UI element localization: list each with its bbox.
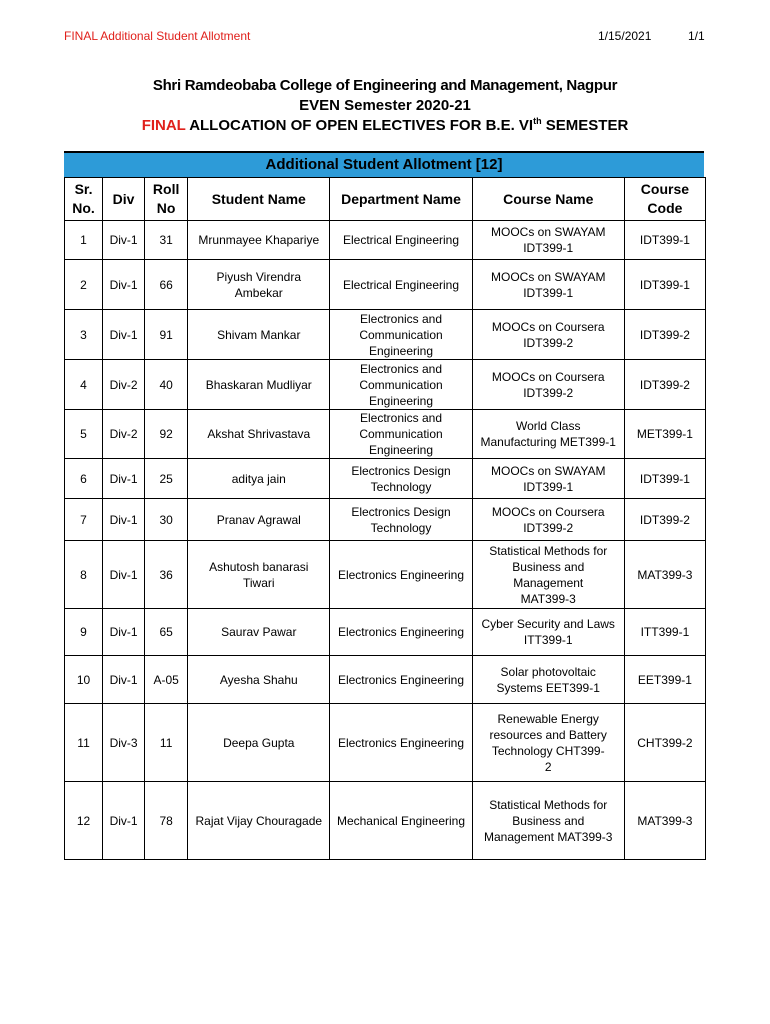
- cell-department: Electronics and Communication Engineering: [330, 360, 472, 410]
- cell-sr-no: 4: [65, 360, 103, 410]
- table-header-row: [65, 178, 706, 221]
- cell-div: Div-2: [103, 360, 145, 410]
- cell-course-code: MAT399-3: [624, 782, 705, 860]
- allocation-suffix: SEMESTER: [541, 117, 629, 134]
- page-number: 1/1: [688, 29, 705, 43]
- cell-department: Electronics Design Technology: [330, 459, 472, 499]
- cell-student-name: Ashutosh banarasi Tiwari: [188, 541, 330, 609]
- table-row: [65, 221, 706, 260]
- cell-department: Electrical Engineering: [330, 221, 472, 260]
- cell-sr-no: 9: [65, 609, 103, 656]
- table-row: [65, 260, 706, 310]
- cell-roll-no: 11: [145, 704, 188, 782]
- cell-student-name: Saurav Pawar: [188, 609, 330, 656]
- allocation-text: ALLOCATION OF OPEN ELECTIVES FOR B.E. VI: [185, 117, 534, 134]
- cell-course-name: MOOCs on SWAYAM IDT399-1: [472, 221, 624, 260]
- cell-sr-no: 11: [65, 704, 103, 782]
- cell-course-name: World Class Manufacturing MET399-1: [472, 410, 624, 459]
- table-row: [65, 541, 706, 609]
- col-sr-no: Sr. No.: [65, 178, 103, 221]
- cell-roll-no: 36: [145, 541, 188, 609]
- cell-sr-no: 1: [65, 221, 103, 260]
- cell-div: Div-1: [103, 221, 145, 260]
- col-student-name: Student Name: [188, 178, 330, 221]
- cell-course-name: Statistical Methods for Business and Management MAT399-3: [472, 782, 624, 860]
- cell-course-name: MOOCs on SWAYAM IDT399-1: [472, 459, 624, 499]
- title-block: [64, 76, 706, 136]
- cell-roll-no: 91: [145, 310, 188, 360]
- cell-div: Div-3: [103, 704, 145, 782]
- allotment-banner: Additional Student Allotment [12]: [64, 151, 704, 177]
- cell-course-name: Statistical Methods for Business and Management MAT399-3: [472, 541, 624, 609]
- cell-sr-no: 5: [65, 410, 103, 459]
- cell-student-name: Deepa Gupta: [188, 704, 330, 782]
- cell-department: Mechanical Engineering: [330, 782, 472, 860]
- allocation-superscript: th: [533, 116, 542, 126]
- final-word: FINAL: [141, 117, 186, 134]
- cell-department: Electronics Engineering: [330, 609, 472, 656]
- cell-department: Electronics Engineering: [330, 656, 472, 704]
- table-row: [65, 459, 706, 499]
- table-row: [65, 310, 706, 360]
- cell-department: Electronics Engineering: [330, 541, 472, 609]
- cell-div: Div-1: [103, 260, 145, 310]
- cell-department: Electronics and Communication Engineering: [330, 410, 472, 459]
- cell-div: Div-1: [103, 782, 145, 860]
- cell-student-name: Shivam Mankar: [188, 310, 330, 360]
- cell-div: Div-2: [103, 410, 145, 459]
- print-date: 1/15/2021: [598, 29, 652, 43]
- cell-course-code: IDT399-1: [624, 459, 705, 499]
- cell-sr-no: 6: [65, 459, 103, 499]
- document-title: FINAL Additional Student Allotment: [64, 29, 251, 43]
- table-row: [65, 704, 706, 782]
- cell-course-code: EET399-1: [624, 656, 705, 704]
- cell-department: Electronics Engineering: [330, 704, 472, 782]
- cell-div: Div-1: [103, 541, 145, 609]
- cell-div: Div-1: [103, 459, 145, 499]
- cell-roll-no: 65: [145, 609, 188, 656]
- cell-sr-no: 10: [65, 656, 103, 704]
- cell-sr-no: 12: [65, 782, 103, 860]
- college-name: Shri Ramdeobaba College of Engineering and Management, Nagpur: [152, 77, 618, 94]
- cell-course-code: IDT399-2: [624, 499, 705, 541]
- cell-roll-no: 30: [145, 499, 188, 541]
- col-course-code: Course Code: [624, 178, 705, 221]
- cell-course-code: ITT399-1: [624, 609, 705, 656]
- cell-roll-no: A-05: [145, 656, 188, 704]
- cell-student-name: Pranav Agrawal: [188, 499, 330, 541]
- cell-sr-no: 3: [65, 310, 103, 360]
- cell-department: Electronics and Communication Engineering: [330, 310, 472, 360]
- table-row: [65, 782, 706, 860]
- cell-roll-no: 25: [145, 459, 188, 499]
- cell-course-name: Cyber Security and Laws ITT399-1: [472, 609, 624, 656]
- cell-course-name: Solar photovoltaic Systems EET399-1: [472, 656, 624, 704]
- cell-student-name: Mrunmayee Khapariye: [188, 221, 330, 260]
- table-row: [65, 656, 706, 704]
- cell-course-code: IDT399-1: [624, 221, 705, 260]
- cell-course-name: MOOCs on Coursera IDT399-2: [472, 310, 624, 360]
- col-department-name: Department Name: [330, 178, 472, 221]
- col-course-name: Course Name: [472, 178, 624, 221]
- cell-course-name: Renewable Energy resources and Battery Technology CHT399- 2: [472, 704, 624, 782]
- cell-course-code: IDT399-1: [624, 260, 705, 310]
- cell-course-name: MOOCs on Coursera IDT399-2: [472, 499, 624, 541]
- cell-div: Div-1: [103, 656, 145, 704]
- col-div: Div: [103, 178, 145, 221]
- cell-course-code: IDT399-2: [624, 360, 705, 410]
- cell-course-code: MET399-1: [624, 410, 705, 459]
- cell-student-name: Ayesha Shahu: [188, 656, 330, 704]
- cell-department: Electronics Design Technology: [330, 499, 472, 541]
- table-row: [65, 360, 706, 410]
- allocation-table: [64, 177, 706, 860]
- cell-sr-no: 2: [65, 260, 103, 310]
- cell-student-name: Bhaskaran Mudliyar: [188, 360, 330, 410]
- cell-roll-no: 31: [145, 221, 188, 260]
- cell-roll-no: 92: [145, 410, 188, 459]
- cell-div: Div-1: [103, 499, 145, 541]
- cell-course-name: MOOCs on SWAYAM IDT399-1: [472, 260, 624, 310]
- cell-course-code: MAT399-3: [624, 541, 705, 609]
- cell-sr-no: 7: [65, 499, 103, 541]
- cell-roll-no: 66: [145, 260, 188, 310]
- table-row: [65, 410, 706, 459]
- cell-department: Electrical Engineering: [330, 260, 472, 310]
- cell-roll-no: 40: [145, 360, 188, 410]
- allocation-title: [64, 116, 706, 136]
- col-roll-no: Roll No: [145, 178, 188, 221]
- cell-div: Div-1: [103, 310, 145, 360]
- cell-roll-no: 78: [145, 782, 188, 860]
- cell-student-name: Piyush Virendra Ambekar: [188, 260, 330, 310]
- cell-sr-no: 8: [65, 541, 103, 609]
- cell-course-name: MOOCs on Coursera IDT399-2: [472, 360, 624, 410]
- cell-student-name: aditya jain: [188, 459, 330, 499]
- semester-title: EVEN Semester 2020-21: [299, 97, 471, 114]
- cell-course-code: CHT399-2: [624, 704, 705, 782]
- cell-student-name: Rajat Vijay Chouragade: [188, 782, 330, 860]
- table-row: [65, 609, 706, 656]
- cell-course-code: IDT399-2: [624, 310, 705, 360]
- cell-student-name: Akshat Shrivastava: [188, 410, 330, 459]
- cell-div: Div-1: [103, 609, 145, 656]
- table-row: [65, 499, 706, 541]
